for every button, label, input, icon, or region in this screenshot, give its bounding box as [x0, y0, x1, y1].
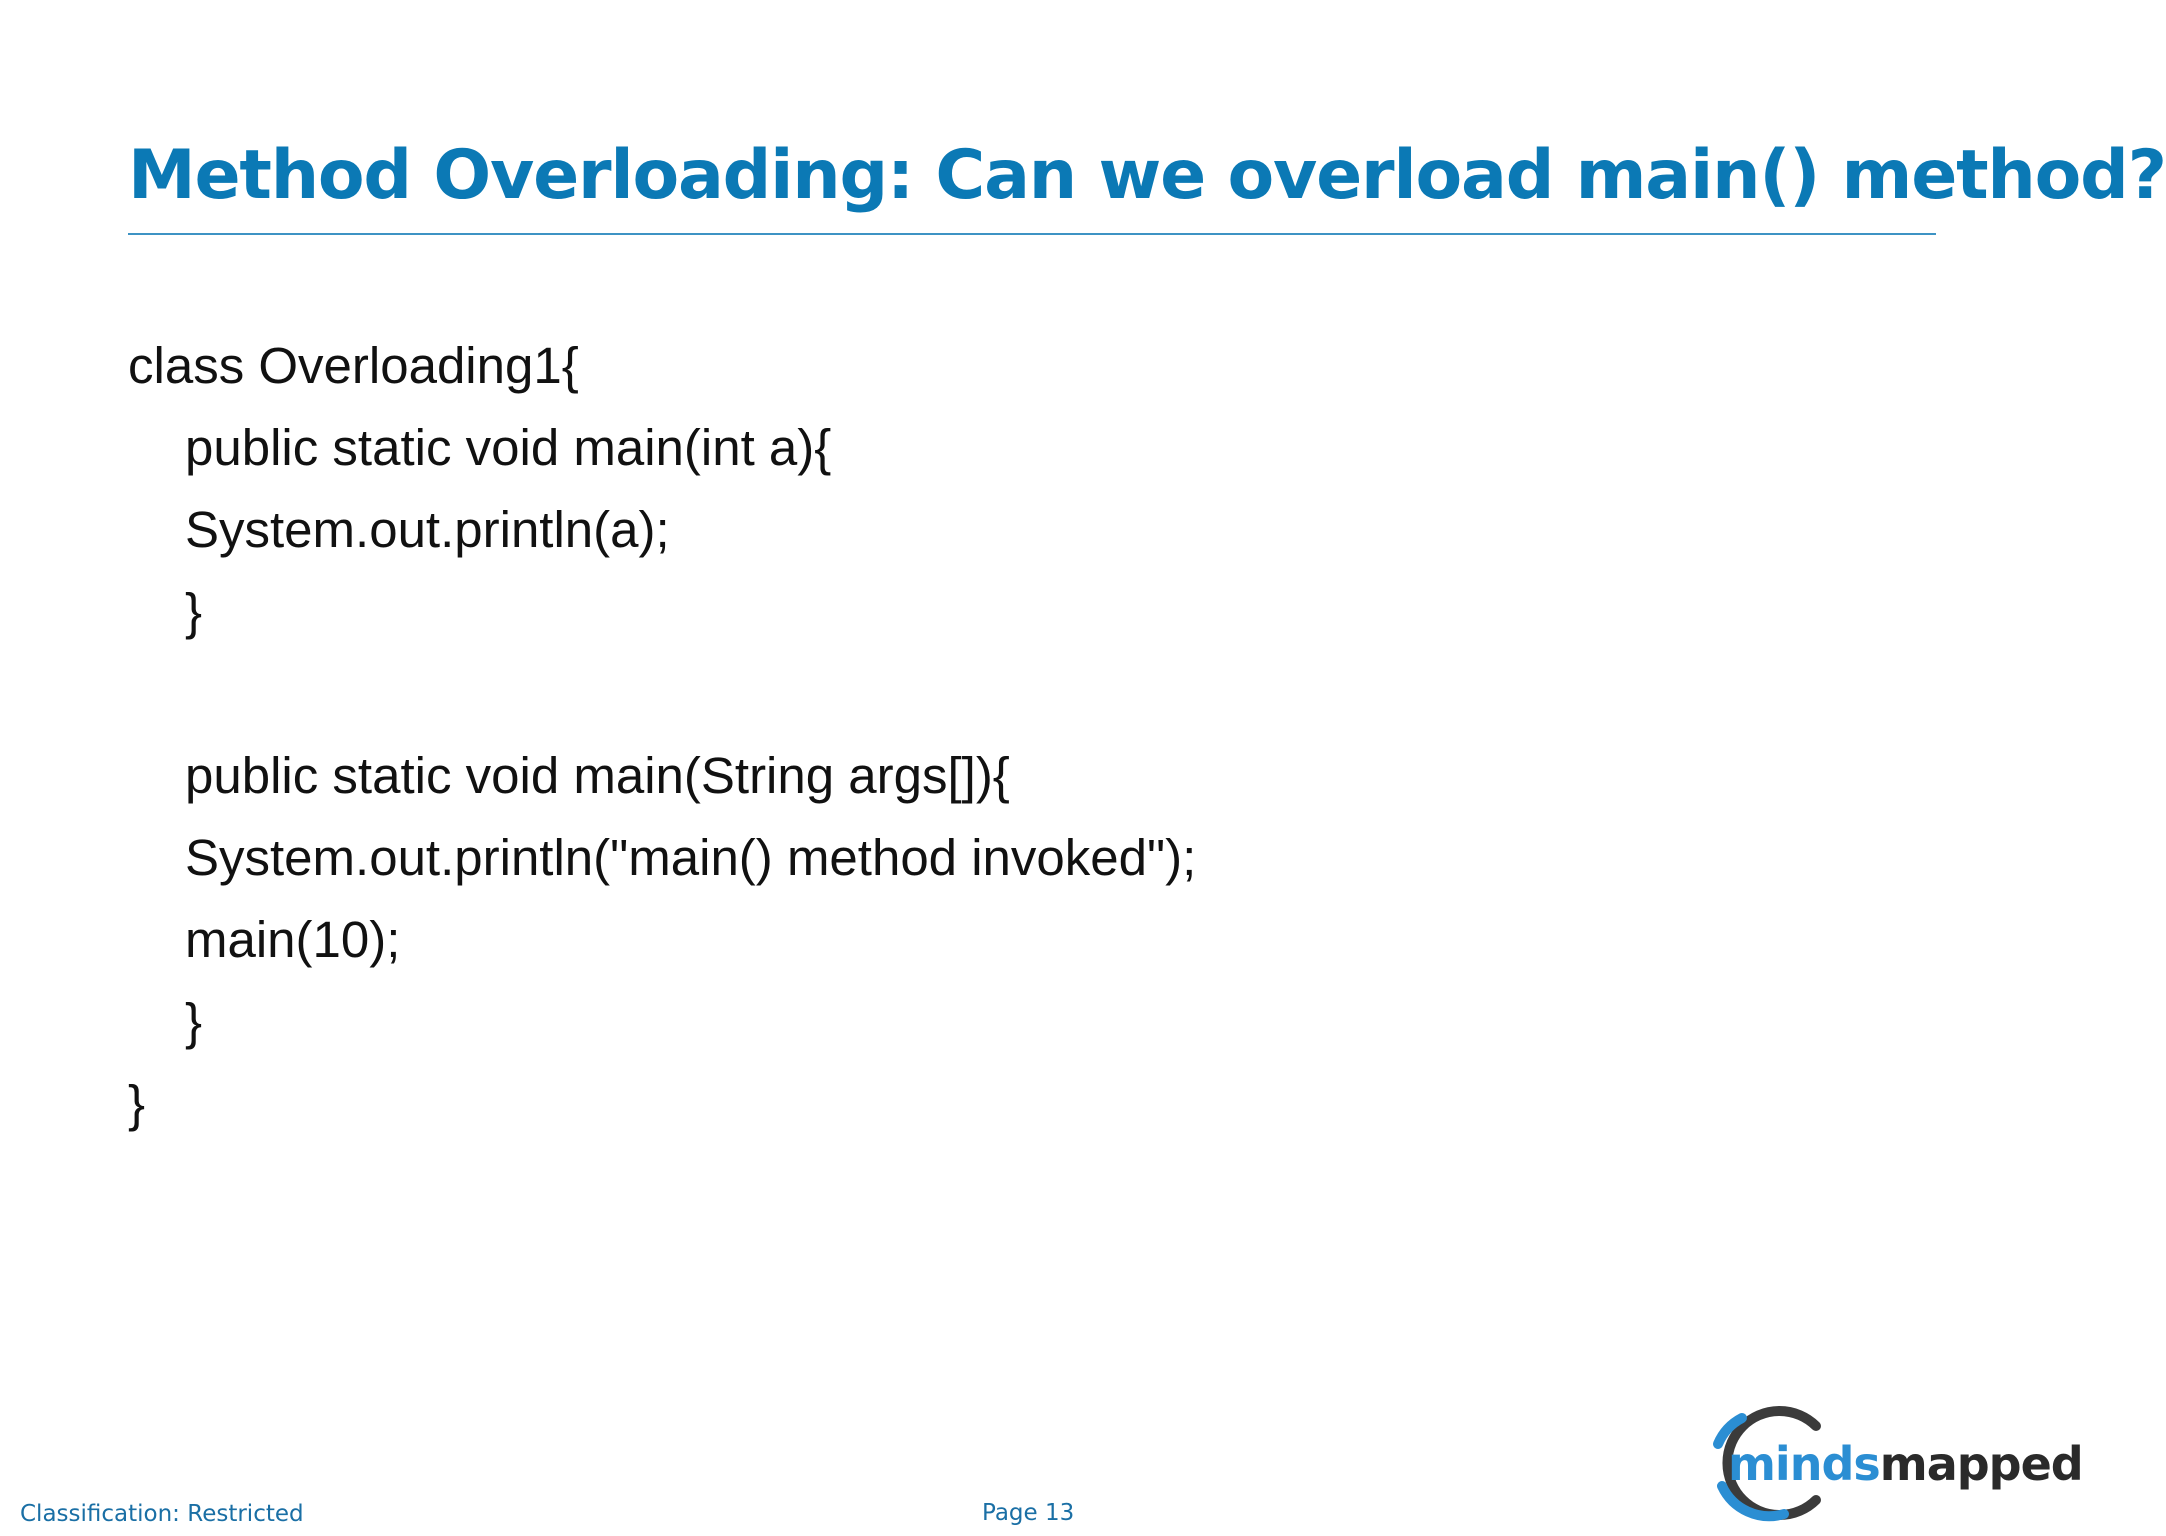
code-block [128, 325, 1628, 1145]
code-line: main(10); [185, 911, 401, 968]
slide-title: Method Overloading: Can we overload main() method? [128, 136, 2166, 215]
code-line: } [128, 1075, 146, 1132]
code-line: public static void main(int a){ [185, 419, 832, 476]
code-line: class Overloading1{ [128, 337, 579, 394]
title-underline [128, 233, 1936, 235]
code-line: System.out.println("main() method invoked"); [185, 829, 1197, 886]
logo-wordmark [1728, 1436, 2083, 1492]
code-line: } [185, 583, 203, 640]
code-line: public static void main(String args[]){ [185, 747, 1010, 804]
page-number: Page 13 [982, 1500, 1075, 1526]
logo-word-minds: minds [1728, 1437, 1880, 1491]
code-line-blank [128, 653, 1628, 735]
code-line: } [185, 993, 203, 1050]
code-line: System.out.println(a); [185, 501, 670, 558]
logo-word-mapped: mapped [1879, 1437, 2083, 1491]
mindsmapped-logo [1698, 1404, 2083, 1522]
classification-label: Classification: Restricted [20, 1501, 304, 1527]
